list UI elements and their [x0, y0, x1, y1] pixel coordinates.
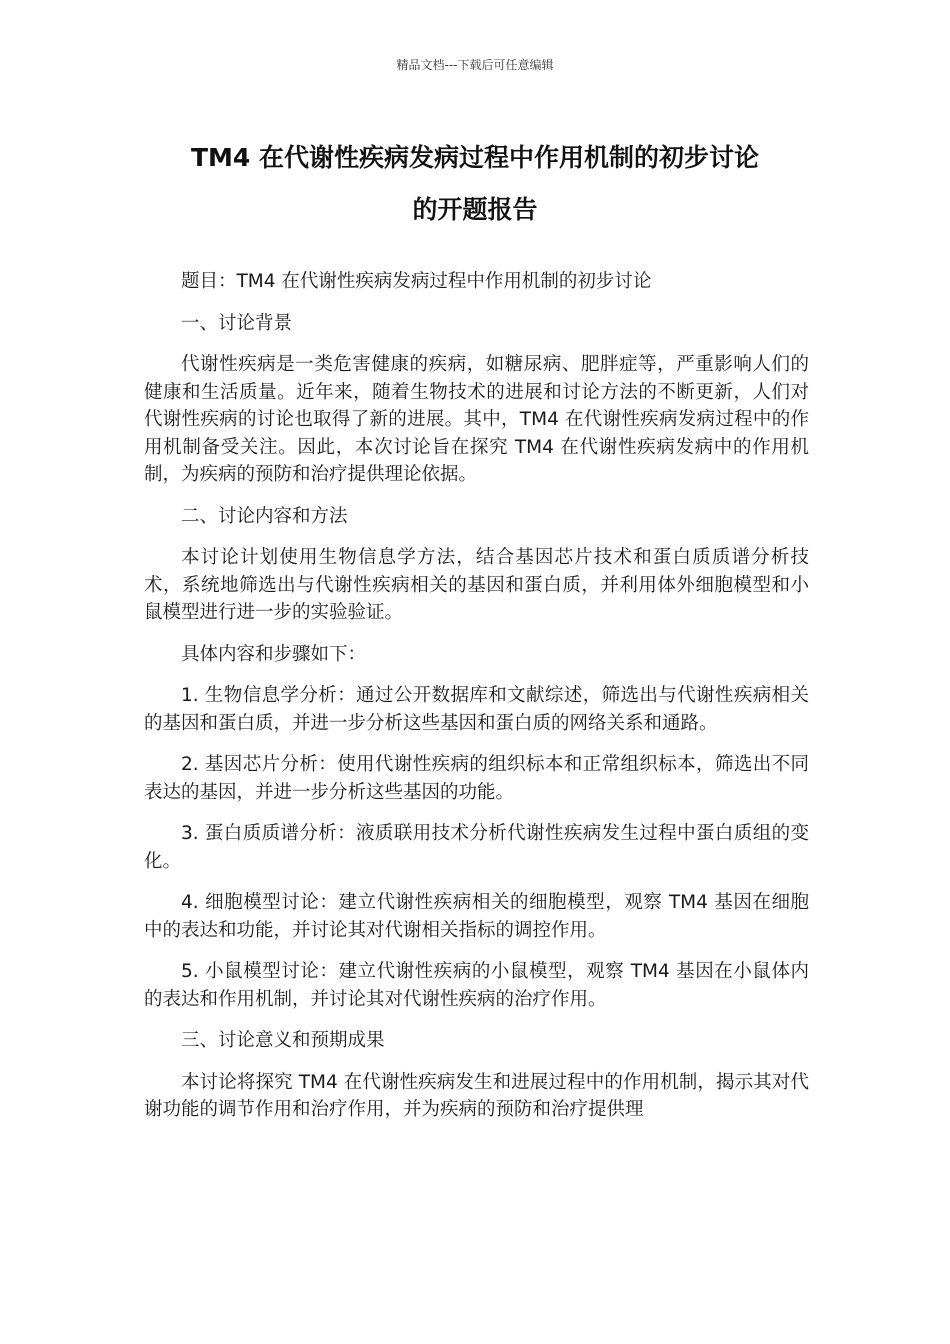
- document-title: [120, 132, 830, 236]
- section-heading-significance: 三、讨论意义和预期成果: [181, 1030, 385, 1051]
- section-heading-content-methods: 二、讨论内容和方法: [181, 505, 348, 527]
- step-item-4: 4. 细胞模型讨论：建立代谢性疾病相关的细胞模型，观察 TM4 基因在细胞中的表达和功能，并讨论其对代谢相关指标的调控作用。: [144, 892, 809, 941]
- step-item-1: 1. 生物信息学分析：通过公开数据库和文献综述，筛选出与代谢性疾病相关的基因和蛋白质，并进一步分析这些基因和蛋白质的网络关系和通路。: [144, 685, 809, 734]
- document-body: [144, 268, 809, 1138]
- page-header: 精品文档---下载后可任意编辑: [396, 58, 554, 72]
- topic-line: 题目：TM4 在代谢性疾病发病过程中作用机制的初步讨论: [181, 271, 652, 292]
- step-item-3: 3. 蛋白质质谱分析：液质联用技术分析代谢性疾病发生过程中蛋白质组的变化。: [144, 823, 809, 872]
- paragraph-background: 代谢性疾病是一类危害健康的疾病，如糖尿病、肥胖症等，严重影响人们的健康和生活质量。近年来，随着生物技术的进展和讨论方法的不断更新，人们对代谢性疾病的讨论也取得了新的进展。其中，TM4 在代谢性疾病发病过程中的作用机制备受关注。因此，本次讨论旨在探究 TM4 在代谢性疾病发病中的作用机制，为疾病的预防和治疗提供理论依据。: [144, 354, 809, 485]
- section-heading-background: 一、讨论背景: [181, 312, 293, 334]
- document-title-line-2: 的开题报告: [412, 195, 538, 224]
- paragraph-methods: 本讨论计划使用生物信息学方法，结合基因芯片技术和蛋白质质谱分析技术，系统地筛选出与代谢性疾病相关的基因和蛋白质，并利用体外细胞模型和小鼠模型进行进一步的实验验证。: [144, 547, 809, 623]
- document-title-line-1: TM4 在代谢性疾病发病过程中作用机制的初步讨论: [190, 143, 760, 172]
- step-item-5: 5. 小鼠模型讨论：建立代谢性疾病的小鼠模型，观察 TM4 基因在小鼠体内的表达和作用机制，并讨论其对代谢性疾病的治疗作用。: [144, 961, 809, 1010]
- paragraph-steps-intro: 具体内容和步骤如下：: [181, 643, 367, 665]
- paragraph-significance: 本讨论将探究 TM4 在代谢性疾病发生和进展过程中的作用机制，揭示其对代谢功能的调节作用和治疗作用，并为疾病的预防和治疗提供理: [144, 1071, 809, 1120]
- step-item-2: 2. 基因芯片分析：使用代谢性疾病的组织标本和正常组织标本，筛选出不同表达的基因，并进一步分析这些基因的功能。: [144, 754, 809, 803]
